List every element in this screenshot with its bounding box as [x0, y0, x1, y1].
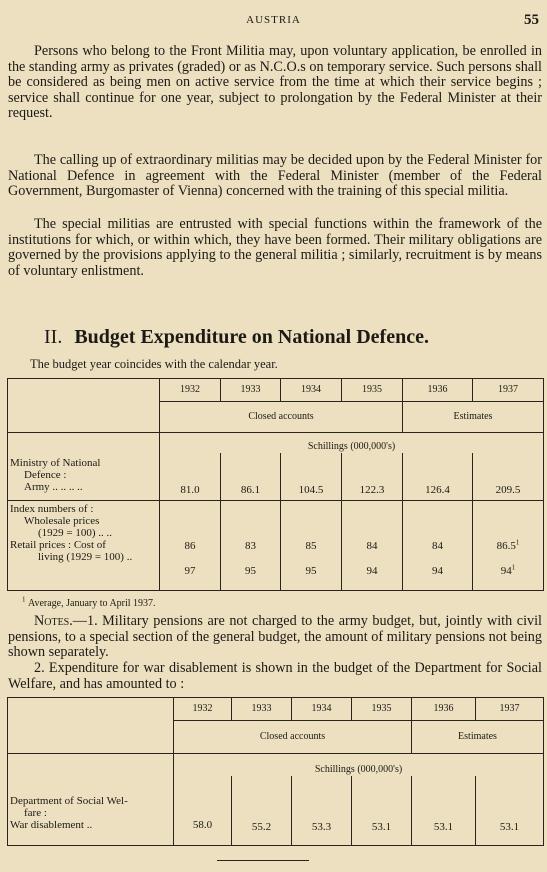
table-1-army-value: 86.1 [221, 453, 281, 501]
table-1-row-army [8, 453, 544, 501]
table-1-army-value: 81.0 [160, 453, 221, 501]
footnote-marker: 1 [511, 563, 516, 572]
table-2-year: 1933 [232, 698, 292, 721]
table-2-year: 1934 [292, 698, 352, 721]
table-1-stub-header [8, 379, 160, 433]
bottom-rule [217, 860, 309, 861]
paragraph-front-militia: Persons who belong to the Front Militia may, upon voluntary application, be enrolled in the standing army as privates (graded) or as N.C.O.s on temporary service. Such persons shall be considered as being men on active service from the time at which their service begins ; service shall continue for one year, subject to prolongation by the Federal Minister at their request. [8, 43, 542, 122]
table-2-unit-label: Schillings (000,000's) [314, 764, 403, 775]
table-2-estimates: Estimates [412, 721, 544, 754]
table-2-value: 53.1 [412, 776, 476, 846]
table-2-closed-accounts: Closed accounts [174, 721, 412, 754]
table-1-index-values: 86.5$^1$ $94^1$ [473, 501, 544, 591]
table-1-index-values: 83 95 [221, 501, 281, 591]
table-1-army-value: 126.4 [403, 453, 473, 501]
notes-paragraph-1: Notes.—1. Military pensions are not charged to the army budget, but, jointly with civil pensions, to a special section of the general budget, the amount of military pensions not being shown separately. [8, 613, 542, 661]
table-1-year: 1936 [403, 379, 473, 402]
table-1-estimates: Estimates [403, 402, 544, 433]
table-1-year-row [8, 379, 544, 402]
table-2-value: 55.2 [232, 776, 292, 846]
table-1-unit-row [8, 433, 544, 454]
footnote-marker: 1 [22, 595, 26, 604]
table-1-index-values: 84 94 [342, 501, 403, 591]
paragraph-special-militias: The special militias are entrusted with special functions within the framework of the institutions for which, or within which, they have been formed. Their military obligations are governed by the provisions applying to the general militia ; similarly, recruitment is by means of voluntary enlistment. [8, 216, 542, 279]
paragraph-extraordinary-militias: The calling up of extraordinary militias may be decided upon by the Federal Minister for National Defence in agreement with the Federal Minister (member of the Federal Government, Burgomaster of Vienna) concerned with the training of this special militia. [8, 152, 542, 200]
table-2-year: 1932 [174, 698, 232, 721]
running-title: AUSTRIA [246, 14, 301, 26]
table-2-unit-row [8, 754, 544, 777]
table-1-unit-label: Schillings (000,000's) [307, 441, 396, 452]
table-1-index-values: 84 94 [403, 501, 473, 591]
table-2-value: 53.1 [352, 776, 412, 846]
table-1-year: 1934 [281, 379, 342, 402]
budget-year-note: The budget year coincides with the calendar year. [30, 357, 278, 371]
footnote-marker: 1 [515, 538, 520, 547]
table-2-year-row [8, 698, 544, 721]
table-1-army-value: 104.5 [281, 453, 342, 501]
budget-table-1 [7, 378, 544, 591]
table-2-value: 53.1 [476, 776, 544, 846]
section-heading [44, 326, 544, 349]
table-1-index-label: Index numbers of : Wholesale prices (1929 = 100) .. .. Retail prices : Cost of living (1929 = 100) .. [8, 501, 160, 591]
table-1-army-value: 209.5 [473, 453, 544, 501]
table-2-year: 1936 [412, 698, 476, 721]
table-2-stub-header [8, 698, 174, 754]
table-1-army-value: 122.3 [342, 453, 403, 501]
table-1-footnote: $^1$ Average, January to April 1937. [22, 595, 156, 609]
table-2-value: 53.3 [292, 776, 352, 846]
notes-heading: Notes. [34, 613, 73, 629]
table-1-year: 1933 [221, 379, 281, 402]
table-2-value: 58.0 [192, 819, 213, 831]
table-1-index-values: 86 97 [184, 540, 196, 577]
page-number: 55 [524, 12, 539, 28]
table-1-closed-accounts: Closed accounts [160, 402, 403, 433]
running-header [0, 12, 547, 28]
table-2-dept-label: Department of Social Wel- fare : War disablement .. [8, 776, 174, 846]
table-1-army-label: Ministry of National Defence : Army .. .. .. .. [8, 453, 160, 501]
budget-table-2 [7, 697, 544, 846]
table-1-year: 1935 [342, 379, 403, 402]
table-1-year: 1932 [160, 379, 221, 402]
table-2-row-war-disablement [8, 776, 544, 846]
table-2-year: 1937 [476, 698, 544, 721]
table-1-row-index [8, 501, 544, 591]
notes-paragraph-2: 2. Expenditure for war disablement is shown in the budget of the Department for Social Welfare, and has amounted to : [8, 660, 542, 692]
section-title: Budget Expenditure on National Defence. [74, 326, 429, 348]
table-1-index-values: 85 95 [281, 501, 342, 591]
table-2-year: 1935 [352, 698, 412, 721]
table-1-year: 1937 [473, 379, 544, 402]
section-number: II. [44, 326, 63, 348]
